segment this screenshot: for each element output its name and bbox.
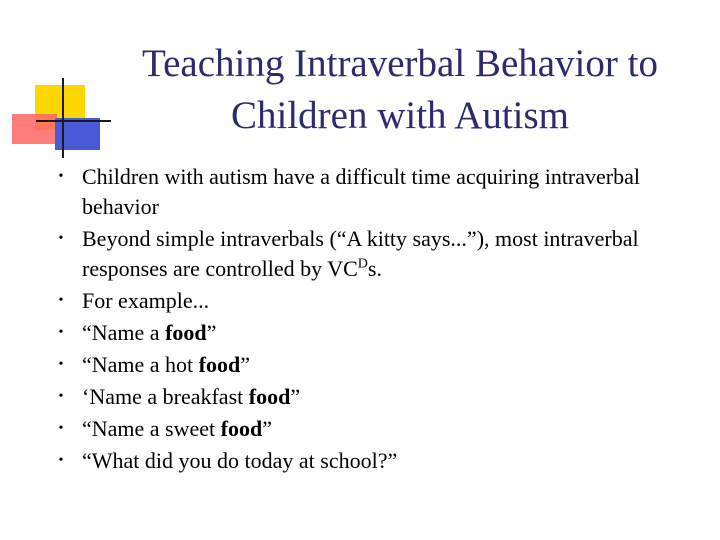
bullet-item <box>56 382 706 412</box>
bullet-text <box>82 226 639 281</box>
bullet-icon: • <box>58 389 64 404</box>
bullet-text-pre: Beyond simple intraverbals (“A kitty says...”), most intraverbal responses are controlled by VC <box>82 226 639 281</box>
vertical-line-shape <box>62 78 64 158</box>
bullet-icon: • <box>58 231 64 246</box>
bullet-item <box>56 414 706 444</box>
slide-title-line-1: Teaching Intraverbal Behavior to <box>142 42 658 85</box>
bullet-text-post: s. <box>367 256 382 281</box>
bullet-text <box>82 320 216 345</box>
bullet-text-post: ” <box>240 352 250 377</box>
bullet-icon: • <box>58 293 64 308</box>
bullet-icon: • <box>58 325 64 340</box>
bullet-text <box>82 352 250 377</box>
bullet-text-pre: ‘Name a breakfast <box>82 384 249 409</box>
slide-title-line-2: Children with Autism <box>230 94 569 137</box>
bullet-text-bold: food <box>165 320 207 345</box>
bullet-text: “What did you do today at school?” <box>82 448 398 473</box>
slide-title <box>95 38 705 142</box>
bullet-text: For example... <box>82 288 210 313</box>
decorative-corner-graphic <box>0 0 110 170</box>
bullet-text <box>82 416 272 441</box>
bullet-text-post: ” <box>206 320 217 345</box>
bullet-icon: • <box>58 169 64 184</box>
bullet-text-bold: food <box>220 416 263 441</box>
bullet-text-pre: “Name a sweet <box>82 416 221 441</box>
bullet-text: Children with autism have a difficult time acquiring intraverbal behavior <box>82 164 640 219</box>
bullet-text-pre: “Name a hot <box>82 352 199 377</box>
bullet-text <box>82 384 300 409</box>
bullet-text-superscript: D <box>357 256 368 272</box>
bullet-item <box>56 446 706 476</box>
bullet-list <box>56 162 706 478</box>
bullet-text-post: ” <box>290 384 301 409</box>
bullet-text-bold: food <box>198 352 241 377</box>
bullet-item <box>56 318 706 348</box>
bullet-item <box>56 224 706 284</box>
bullet-icon: • <box>58 453 64 468</box>
bullet-item <box>56 350 706 380</box>
bullet-text-post: ” <box>262 416 272 441</box>
bullet-item <box>56 162 706 222</box>
bullet-text-bold: food <box>248 384 291 409</box>
red-square-shape <box>12 114 57 144</box>
bullet-item <box>56 286 706 316</box>
bullet-icon: • <box>58 357 64 372</box>
bullet-text-pre: “Name a <box>82 320 166 345</box>
bullet-icon: • <box>58 421 64 436</box>
